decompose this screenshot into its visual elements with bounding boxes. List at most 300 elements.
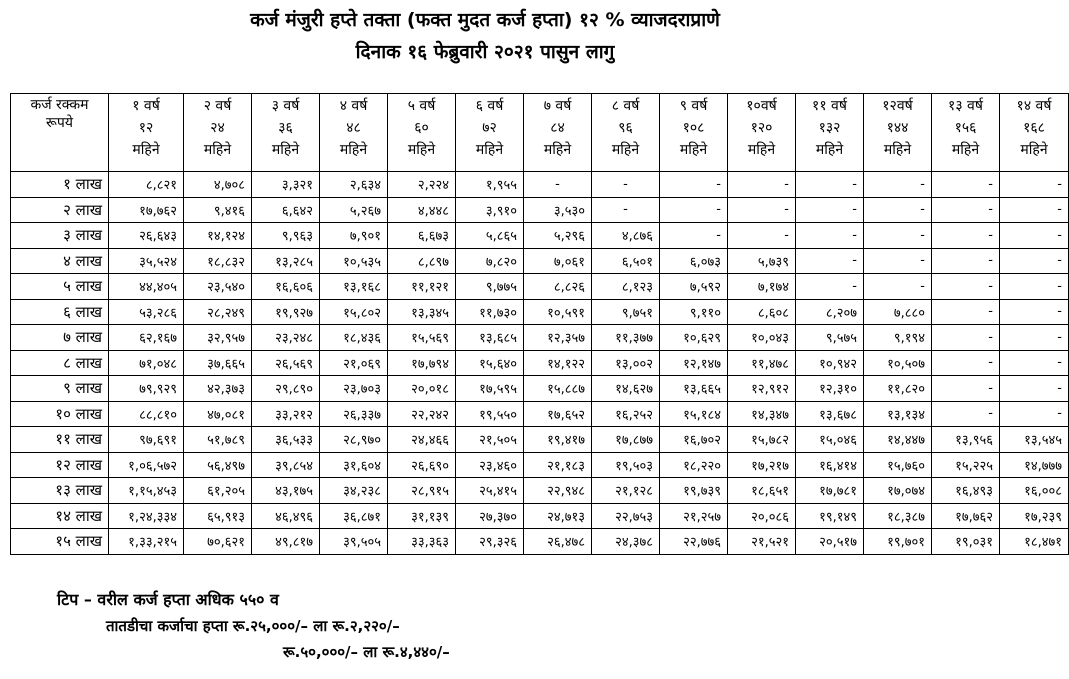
table-cell-emi: ९,१९४	[864, 325, 932, 351]
table-cell-emi: १५,६४०	[456, 350, 524, 376]
table-cell-emi: ३३,३६३	[388, 529, 456, 555]
table-cell-emi: १,३३,२१५	[109, 529, 184, 555]
table-cell-emi: -	[796, 197, 864, 223]
table-cell-emi: २१,५२१	[728, 529, 796, 555]
table-cell-emi: -	[864, 172, 932, 198]
table-cell-emi: -	[1000, 248, 1069, 274]
table-cell-emi: १५,१८४	[660, 401, 728, 427]
table-cell-emi: २६,४७८	[524, 529, 592, 555]
row-loan-amount: ६ लाख	[11, 299, 109, 325]
table-cell-emi: १६,६०६	[252, 274, 320, 300]
table-cell-emi: ४,७०८	[184, 172, 252, 198]
table-row	[11, 376, 1069, 402]
row-loan-amount: ४ लाख	[11, 248, 109, 274]
header-term-year: ३ वर्ष	[271, 98, 300, 114]
table-cell-emi: २९,३२६	[456, 529, 524, 555]
table-cell-emi: १५,८०२	[320, 299, 388, 325]
table-cell-emi: १३,३४५	[388, 299, 456, 325]
table-cell-emi: ३६,५३३	[252, 427, 320, 453]
table-cell-emi: ८,२०७	[796, 299, 864, 325]
header-term-months: ६०	[414, 120, 429, 136]
table-cell-emi: १०,५९१	[524, 299, 592, 325]
table-cell-emi: ३३,२१२	[252, 401, 320, 427]
table-cell-emi: २३,४६०	[456, 452, 524, 478]
table-body	[11, 172, 1069, 555]
table-cell-emi: -	[932, 376, 1000, 402]
table-cell-emi: १९,५५०	[456, 401, 524, 427]
header-term-col	[1000, 94, 1069, 172]
table-cell-emi: १५,२२५	[932, 452, 1000, 478]
table-cell-emi: १३,६७८	[796, 401, 864, 427]
table-row	[11, 452, 1069, 478]
table-cell-emi: ११,४७८	[728, 350, 796, 376]
header-term-col	[184, 94, 252, 172]
table-cell-emi: १७,८७७	[592, 427, 660, 453]
table-cell-emi: १८,४३६	[320, 325, 388, 351]
table-cell-emi: -	[1000, 401, 1069, 427]
table-cell-emi: ९,५७५	[796, 325, 864, 351]
table-cell-emi: ८८,८१०	[109, 401, 184, 427]
table-cell-emi: -	[728, 223, 796, 249]
table-cell-emi: २४,७१३	[524, 503, 592, 529]
header-term-col	[660, 94, 728, 172]
table-cell-emi: ९,७७५	[456, 274, 524, 300]
table-cell-emi: ५६,४९७	[184, 452, 252, 478]
table-row	[11, 427, 1069, 453]
table-cell-emi: ३५,५२४	[109, 248, 184, 274]
table-cell-emi: २८,२४९	[184, 299, 252, 325]
table-cell-emi: २१,१२८	[592, 478, 660, 504]
header-term-year: ६ वर्ष	[475, 98, 504, 114]
table-cell-emi: -	[864, 197, 932, 223]
header-term-year: १३ वर्ष	[948, 98, 983, 114]
table-cell-emi: ११,३७७	[592, 325, 660, 351]
table-cell-emi: ५,७३९	[728, 248, 796, 274]
table-cell-emi: १७,६५२	[524, 401, 592, 427]
table-cell-emi: १८,४७१	[1000, 529, 1069, 555]
table-cell-emi: १५,७८२	[728, 427, 796, 453]
table-cell-emi: २१,२५७	[660, 503, 728, 529]
table-cell-emi: १६,२५२	[592, 401, 660, 427]
table-cell-emi: ६,५०१	[592, 248, 660, 274]
table-cell-emi: ३९,८५४	[252, 452, 320, 478]
table-cell-emi: १८,३८७	[864, 503, 932, 529]
table-cell-emi: -	[1000, 325, 1069, 351]
table-cell-emi: १७,७६२	[109, 197, 184, 223]
header-term-year: ५ वर्ष	[407, 98, 436, 114]
table-cell-emi: ३४,२३८	[320, 478, 388, 504]
table-cell-emi: ३,९१०	[456, 197, 524, 223]
table-cell-emi: -	[660, 197, 728, 223]
table-cell-emi: १९,१४९	[796, 503, 864, 529]
header-term-unit: महिने	[132, 142, 160, 158]
table-cell-emi: १४,१२४	[184, 223, 252, 249]
row-loan-amount: ९ लाख	[11, 376, 109, 402]
loan-emi-table	[10, 93, 1069, 555]
page-title: कर्ज मंजुरी हप्ते तक्ता (फक्त मुदत कर्ज हप्ता) १२ % व्याजदराप्राणे	[250, 9, 720, 31]
table-cell-emi: -	[932, 197, 1000, 223]
table-cell-emi: ११,८२०	[864, 376, 932, 402]
table-cell-emi: १८,२२०	[660, 452, 728, 478]
table-row	[11, 197, 1069, 223]
header-term-unit: महिने	[679, 142, 708, 158]
row-loan-amount: २ लाख	[11, 197, 109, 223]
table-cell-emi: १४,३४७	[728, 401, 796, 427]
header-loan-amount-unit: रूपये	[46, 115, 73, 131]
table-cell-emi: ७,८२०	[456, 248, 524, 274]
page-subtitle-date: दिनाक १६ फेब्रुवारी २०२१ पासुन लागु	[355, 41, 615, 63]
table-cell-emi: २६,६४३	[109, 223, 184, 249]
header-term-unit: महिने	[407, 142, 436, 158]
table-cell-emi: ७९,९२९	[109, 376, 184, 402]
table-cell-emi: १७,७६२	[932, 503, 1000, 529]
table-cell-emi: २३,७०३	[320, 376, 388, 402]
table-cell-emi: २०,०८६	[728, 503, 796, 529]
table-cell-emi: १,९५५	[456, 172, 524, 198]
header-term-months: १२०	[750, 120, 773, 136]
table-cell-emi: ८,८२६	[524, 274, 592, 300]
table-cell-emi: -	[796, 248, 864, 274]
table-cell-emi: ६,६७३	[388, 223, 456, 249]
table-cell-emi: -	[796, 274, 864, 300]
table-cell-emi: ७,५९२	[660, 274, 728, 300]
table-cell-emi: १२,९१२	[728, 376, 796, 402]
table-row	[11, 299, 1069, 325]
table-cell-emi: -	[932, 350, 1000, 376]
header-term-col	[388, 94, 456, 172]
table-cell-emi: १९,९२७	[252, 299, 320, 325]
header-term-unit: महिने	[475, 142, 504, 158]
table-cell-emi: १४,१२२	[524, 350, 592, 376]
table-cell-emi: -	[592, 172, 660, 198]
header-term-col	[252, 94, 320, 172]
header-term-unit: महिने	[203, 142, 232, 158]
table-cell-emi: १९,७३९	[660, 478, 728, 504]
table-cell-emi: १३,१६८	[320, 274, 388, 300]
table-cell-emi: ९,११०	[660, 299, 728, 325]
table-cell-emi: ३१,६०४	[320, 452, 388, 478]
table-cell-emi: २२,९४८	[524, 478, 592, 504]
table-cell-emi: २०,५१७	[796, 529, 864, 555]
table-cell-emi: २,६३४	[320, 172, 388, 198]
table-cell-emi: १३,००२	[592, 350, 660, 376]
row-loan-amount: १ लाख	[11, 172, 109, 198]
header-term-months: १३२	[818, 120, 841, 136]
table-cell-emi: ९७,६९१	[109, 427, 184, 453]
header-term-months: १४४	[886, 120, 909, 136]
table-cell-emi: -	[864, 274, 932, 300]
table-cell-emi: २६,६९०	[388, 452, 456, 478]
table-cell-emi: ४,४४८	[388, 197, 456, 223]
header-term-col	[864, 94, 932, 172]
table-cell-emi: १७,२१७	[728, 452, 796, 478]
table-cell-emi: -	[932, 172, 1000, 198]
header-term-col	[456, 94, 524, 172]
table-cell-emi: ५,८६५	[456, 223, 524, 249]
table-row	[11, 172, 1069, 198]
table-cell-emi: १७,७९४	[388, 350, 456, 376]
table-cell-emi: १३,६६५	[660, 376, 728, 402]
table-cell-emi: ४२,३७३	[184, 376, 252, 402]
table-cell-emi: ४९,८१७	[252, 529, 320, 555]
table-cell-emi: ११,७३०	[456, 299, 524, 325]
table-cell-emi: २८,९७०	[320, 427, 388, 453]
table-cell-emi: १६,४९३	[932, 478, 1000, 504]
table-row	[11, 503, 1069, 529]
header-term-col	[109, 94, 184, 172]
table-cell-emi: १०,६२९	[660, 325, 728, 351]
table-cell-emi: १८,८३२	[184, 248, 252, 274]
table-cell-emi: १५,७६०	[864, 452, 932, 478]
table-cell-emi: -	[1000, 376, 1069, 402]
header-term-months: ४८	[346, 120, 361, 136]
table-cell-emi: २५,४१५	[456, 478, 524, 504]
table-cell-emi: १०,५०७	[864, 350, 932, 376]
table-cell-emi: १६,७०२	[660, 427, 728, 453]
header-term-months: ३६	[278, 120, 293, 136]
header-term-months: १६८	[1023, 120, 1045, 136]
table-cell-emi: २९,८९०	[252, 376, 320, 402]
table-cell-emi: ३२,९५७	[184, 325, 252, 351]
table-row	[11, 274, 1069, 300]
table-cell-emi: ४३,१७५	[252, 478, 320, 504]
table-cell-emi: ११,१२१	[388, 274, 456, 300]
table-cell-emi: -	[592, 197, 660, 223]
row-loan-amount: ११ लाख	[11, 427, 109, 453]
table-cell-emi: -	[728, 172, 796, 198]
table-row	[11, 401, 1069, 427]
table-cell-emi: -	[932, 299, 1000, 325]
row-loan-amount: ३ लाख	[11, 223, 109, 249]
table-cell-emi: -	[932, 401, 1000, 427]
table-cell-emi: -	[932, 325, 1000, 351]
table-cell-emi: १,१५,४५३	[109, 478, 184, 504]
table-cell-emi: ८,६०८	[728, 299, 796, 325]
table-cell-emi: १६,४१४	[796, 452, 864, 478]
header-term-months: ९६	[618, 120, 633, 136]
table-cell-emi: -	[660, 223, 728, 249]
table-cell-emi: ८,८९७	[388, 248, 456, 274]
table-cell-emi: ७,९०१	[320, 223, 388, 249]
table-cell-emi: ६५,९१३	[184, 503, 252, 529]
note-line-1: टिप – वरील कर्ज हप्ता अधिक ५५० व	[57, 590, 279, 609]
header-term-months: १०८	[682, 120, 705, 136]
table-cell-emi: २४,४६६	[388, 427, 456, 453]
table-cell-emi: १५,५६९	[388, 325, 456, 351]
table-cell-emi: १३,५४५	[1000, 427, 1069, 453]
header-term-year: ९ वर्ष	[679, 98, 708, 114]
table-cell-emi: ७,१७४	[728, 274, 796, 300]
table-row	[11, 325, 1069, 351]
table-header-row	[11, 94, 1069, 172]
table-cell-emi: २८,९१५	[388, 478, 456, 504]
table-cell-emi: १,२४,३३४	[109, 503, 184, 529]
header-term-year: १ वर्ष	[132, 98, 160, 114]
header-term-year: १४ वर्ष	[1016, 98, 1052, 114]
header-term-unit: महिने	[815, 142, 844, 158]
row-loan-amount: ८ लाख	[11, 350, 109, 376]
table-cell-emi: -	[796, 223, 864, 249]
row-loan-amount: १२ लाख	[11, 452, 109, 478]
table-cell-emi: २४,३७८	[592, 529, 660, 555]
table-cell-emi: १०,९४२	[796, 350, 864, 376]
table-cell-emi: १२,३१०	[796, 376, 864, 402]
table-cell-emi: १९,७०१	[864, 529, 932, 555]
table-cell-emi: १४,४४७	[864, 427, 932, 453]
header-term-unit: महिने	[747, 142, 776, 158]
table-cell-emi: -	[796, 172, 864, 198]
table-cell-emi: ६१,२०५	[184, 478, 252, 504]
table-cell-emi: ४६,४९६	[252, 503, 320, 529]
table-cell-emi: -	[728, 197, 796, 223]
header-term-months: १२	[138, 120, 154, 136]
table-cell-emi: २३,५४०	[184, 274, 252, 300]
table-cell-emi: १९,४१७	[524, 427, 592, 453]
header-term-col	[592, 94, 660, 172]
table-cell-emi: १३,९५६	[932, 427, 1000, 453]
header-term-unit: महिने	[611, 142, 640, 158]
table-cell-emi: २६,३३७	[320, 401, 388, 427]
table-cell-emi: ४,८७६	[592, 223, 660, 249]
table-cell-emi: -	[932, 223, 1000, 249]
row-loan-amount: १० लाख	[11, 401, 109, 427]
header-term-year: ७ वर्ष	[543, 98, 572, 114]
table-cell-emi: -	[660, 172, 728, 198]
table-cell-emi: १४,६२७	[592, 376, 660, 402]
header-term-col	[796, 94, 864, 172]
table-cell-emi: ९,९६३	[252, 223, 320, 249]
table-cell-emi: २२,७५३	[592, 503, 660, 529]
row-loan-amount: १३ लाख	[11, 478, 109, 504]
table-cell-emi: -	[1000, 223, 1069, 249]
header-term-months: १५६	[954, 120, 977, 136]
header-term-year: ८ वर्ष	[611, 98, 640, 114]
table-cell-emi: -	[524, 172, 592, 198]
table-cell-emi: १३,६८५	[456, 325, 524, 351]
header-loan-amount-label: कर्ज रक्कम	[30, 97, 89, 113]
table-cell-emi: २७,३७०	[456, 503, 524, 529]
table-cell-emi: ५,२६७	[320, 197, 388, 223]
header-term-year: १०वर्ष	[746, 98, 777, 114]
table-cell-emi: ३९,५०५	[320, 529, 388, 555]
table-cell-emi: ७,८८०	[864, 299, 932, 325]
table-cell-emi: ५१,७८९	[184, 427, 252, 453]
table-cell-emi: २६,५६९	[252, 350, 320, 376]
table-cell-emi: १९,०३१	[932, 529, 1000, 555]
header-term-unit: महिने	[1020, 142, 1048, 158]
table-cell-emi: ६२,१६७	[109, 325, 184, 351]
table-cell-emi: १५,०४६	[796, 427, 864, 453]
table-cell-emi: १२,३५७	[524, 325, 592, 351]
header-term-unit: महिने	[883, 142, 912, 158]
table-cell-emi: १२,१४७	[660, 350, 728, 376]
table-cell-emi: ५३,२८६	[109, 299, 184, 325]
row-loan-amount: ७ लाख	[11, 325, 109, 351]
table-cell-emi: -	[1000, 299, 1069, 325]
table-cell-emi: ९,७५१	[592, 299, 660, 325]
table-cell-emi: १७,०७४	[864, 478, 932, 504]
table-row	[11, 350, 1069, 376]
table-cell-emi: २०,०१८	[388, 376, 456, 402]
table-cell-emi: ४४,४०५	[109, 274, 184, 300]
table-cell-emi: ३,५३०	[524, 197, 592, 223]
table-cell-emi: २२,७७६	[660, 529, 728, 555]
header-term-unit: महिने	[951, 142, 980, 158]
header-term-col	[932, 94, 1000, 172]
table-cell-emi: -	[932, 274, 1000, 300]
header-term-col	[320, 94, 388, 172]
table-cell-emi: १८,६५१	[728, 478, 796, 504]
table-cell-emi: १७,२३९	[1000, 503, 1069, 529]
table-cell-emi: २३,२४८	[252, 325, 320, 351]
table-cell-emi: २,२२४	[388, 172, 456, 198]
table-cell-emi: -	[1000, 197, 1069, 223]
row-loan-amount: ५ लाख	[11, 274, 109, 300]
table-cell-emi: १०,५३५	[320, 248, 388, 274]
header-term-months: २४	[210, 120, 225, 136]
table-cell-emi: ३,३२१	[252, 172, 320, 198]
table-cell-emi: -	[1000, 274, 1069, 300]
table-cell-emi: २१,१८३	[524, 452, 592, 478]
table-row	[11, 529, 1069, 555]
table-cell-emi: ९,४१६	[184, 197, 252, 223]
table-cell-emi: ७१,०४८	[109, 350, 184, 376]
header-term-unit: महिने	[271, 142, 300, 158]
table-cell-emi: ८,१२३	[592, 274, 660, 300]
table-row	[11, 478, 1069, 504]
header-term-col	[728, 94, 796, 172]
table-cell-emi: ३७,६६५	[184, 350, 252, 376]
table-cell-emi: ६,०७३	[660, 248, 728, 274]
note-line-2: तातडीचा कर्जाचा हप्ता रू.२५,०००/– ला रू.२,२२०/–	[106, 617, 400, 635]
table-cell-emi: ४७,०८१	[184, 401, 252, 427]
table-cell-emi: १,०६,५७२	[109, 452, 184, 478]
table-cell-emi: ३१,१३९	[388, 503, 456, 529]
table-cell-emi: -	[864, 248, 932, 274]
table-cell-emi: १७,५९५	[456, 376, 524, 402]
row-loan-amount: १४ लाख	[11, 503, 109, 529]
header-term-col	[524, 94, 592, 172]
table-cell-emi: -	[1000, 350, 1069, 376]
table-cell-emi: १६,००८	[1000, 478, 1069, 504]
table-cell-emi: -	[864, 223, 932, 249]
header-term-year: १२वर्ष	[882, 98, 913, 114]
header-term-unit: महिने	[339, 142, 368, 158]
table-cell-emi: ७०,६२१	[184, 529, 252, 555]
table-cell-emi: १३,२८५	[252, 248, 320, 274]
note-line-3: रू.५०,०००/– ला रू.४,४४०/–	[283, 643, 450, 661]
table-cell-emi: ८,८२१	[109, 172, 184, 198]
header-term-months: ७२	[482, 120, 497, 136]
table-cell-emi: १०,०४३	[728, 325, 796, 351]
table-cell-emi: -	[1000, 172, 1069, 198]
table-row	[11, 223, 1069, 249]
table-cell-emi: १७,७८१	[796, 478, 864, 504]
table-cell-emi: २१,०६९	[320, 350, 388, 376]
table-cell-emi: २१,५०५	[456, 427, 524, 453]
header-term-unit: महिने	[543, 142, 572, 158]
table-cell-emi: २२,२४२	[388, 401, 456, 427]
header-term-months: ८४	[550, 120, 565, 136]
header-term-year: २ वर्ष	[203, 98, 232, 114]
row-loan-amount: १५ लाख	[11, 529, 109, 555]
table-cell-emi: १५,८८७	[524, 376, 592, 402]
table-cell-emi: १९,५०३	[592, 452, 660, 478]
table-cell-emi: -	[932, 248, 1000, 274]
table-cell-emi: १४,७७७	[1000, 452, 1069, 478]
table-cell-emi: ६,६४२	[252, 197, 320, 223]
table-cell-emi: ७,०६१	[524, 248, 592, 274]
